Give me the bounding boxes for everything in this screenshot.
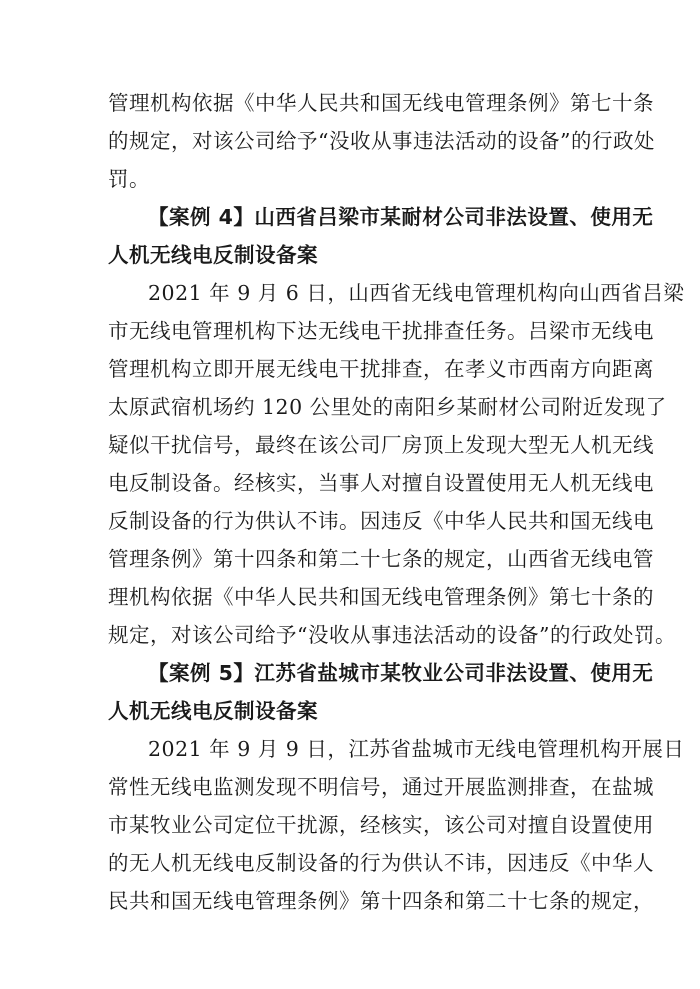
text-line-13: 管理条例》第十四条和第二十七条的规定，山西省无线电管 — [108, 547, 654, 571]
text-line-12: 反制设备的行为供认不讳。因违反《中华人民共和国无线电 — [108, 509, 654, 533]
text-line-10: 疑似干扰信号，最终在该公司厂房顶上发现大型无人机无线 — [108, 433, 654, 457]
text-line-18: 2021 年 9 月 9 日，江苏省盐城市无线电管理机构开展日 — [148, 737, 685, 761]
text-line-19: 常性无线电监测发现不明信号，通过开展监测排查，在盐城 — [108, 775, 654, 799]
case-4-heading: 【案例 4】山西省吕梁市某耐材公司非法设置、使用无 — [148, 205, 654, 229]
text-line-6: 2021 年 9 月 6 日，山西省无线电管理机构向山西省吕梁 — [148, 281, 685, 305]
text-line-2: 的规定，对该公司给予“没收从事违法活动的设备”的行政处 — [108, 129, 655, 153]
text-line-14: 理机构依据《中华人民共和国无线电管理条例》第七十条的 — [108, 585, 654, 609]
text-line-21: 的无人机无线电反制设备的行为供认不讳，因违反《中华人 — [108, 851, 654, 875]
text-line-3: 罚。 — [108, 167, 150, 191]
text-line-9: 太原武宿机场约 120 公里处的南阳乡某耐材公司附近发现了 — [108, 395, 667, 419]
text-line-8: 管理机构立即开展无线电干扰排查，在孝义市西南方向距离 — [108, 357, 654, 381]
text-line-20: 市某牧业公司定位干扰源，经核实，该公司对擅自设置使用 — [108, 813, 654, 837]
text-line-7: 市无线电管理机构下达无线电干扰排查任务。吕梁市无线电 — [108, 319, 654, 343]
text-line-15: 规定，对该公司给予“没收从事违法活动的设备”的行政处罚。 — [108, 623, 676, 647]
case-5-heading-continued: 人机无线电反制设备案 — [108, 699, 318, 723]
text-line-22: 民共和国无线电管理条例》第十四条和第二十七条的规定， — [108, 889, 654, 913]
case-5-heading: 【案例 5】江苏省盐城市某牧业公司非法设置、使用无 — [148, 661, 654, 685]
text-line-1: 管理机构依据《中华人民共和国无线电管理条例》第七十条 — [108, 91, 654, 115]
case-4-heading-continued: 人机无线电反制设备案 — [108, 243, 318, 267]
text-line-11: 电反制设备。经核实，当事人对擅自设置使用无人机无线电 — [108, 471, 654, 495]
